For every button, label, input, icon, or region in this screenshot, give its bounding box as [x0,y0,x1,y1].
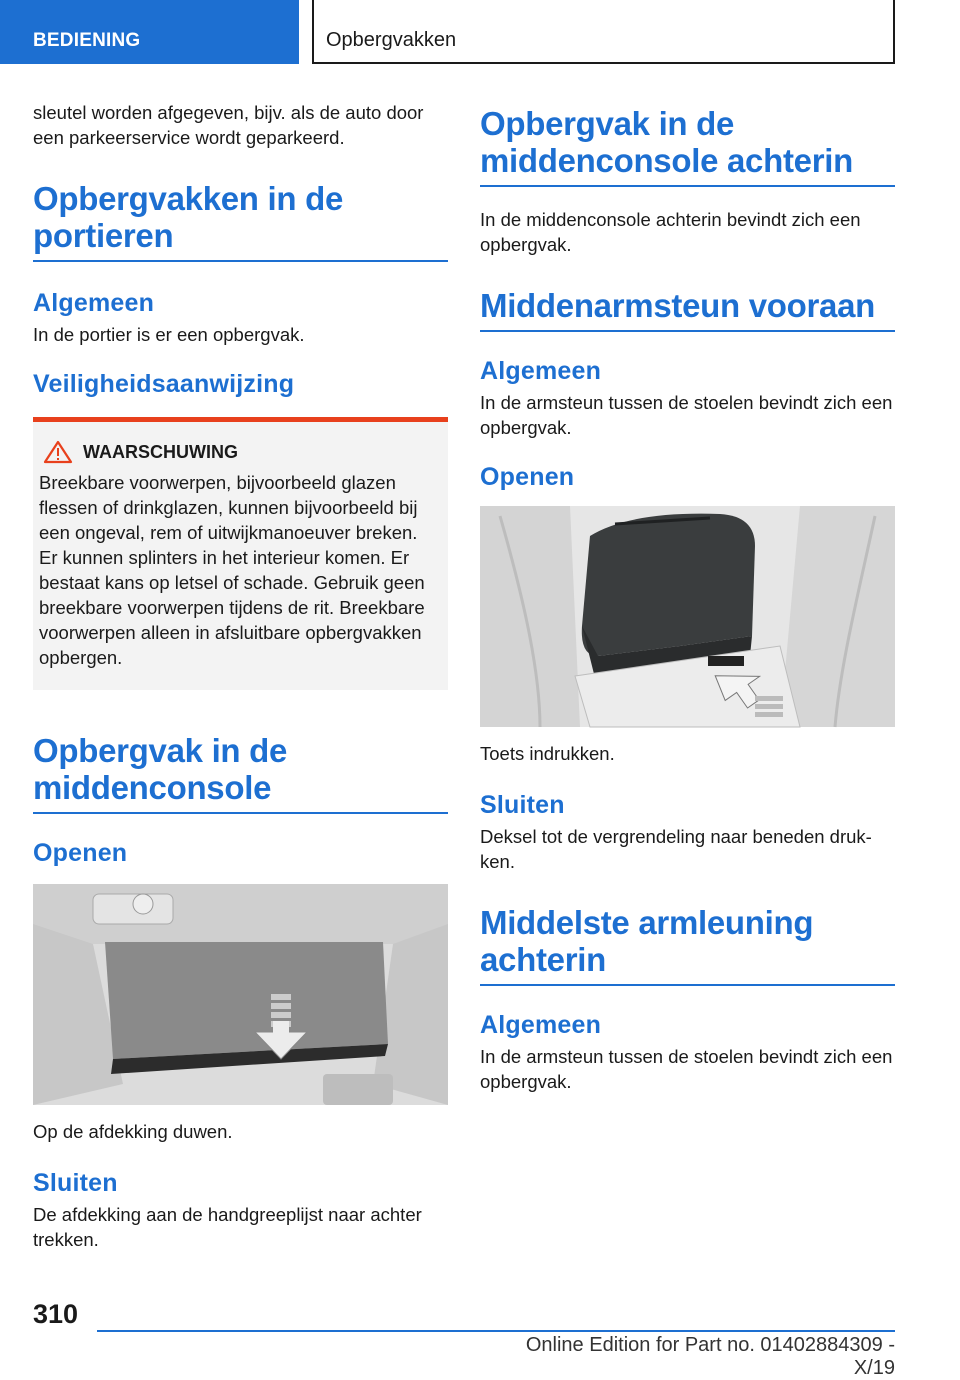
doors-general-heading: Algemeen [33,289,155,317]
doors-section-title: Opbergvakken in de portieren [33,180,448,262]
rear-armrest-title: Middelste armleuning achterin [480,904,895,986]
footer-divider [97,1330,895,1332]
armrest-open-caption: Toets indrukken. [480,743,615,764]
console-close-text: De afdekking aan de handgreeplijst naar achter trekken. [33,1204,422,1250]
console-close-heading: Sluiten [33,1169,118,1197]
warning-text: Breekbare voorwerpen, bijvoorbeeld glazen flessen of drinkglazen, kunnen bijvoorbeeld bij een ongeval, rem of uitwijkmanoeuver breken. Er kunnen splinters in het interieur komen. Er bestaat kans op letsel of schade. Gebruik geen breekbare voorwerpen tijdens de rit. Breekbare voorwerpen alleen in afsluitbare opbergvakken opbergen. [39,472,425,668]
armrest-close-heading: Sluiten [480,791,565,819]
warning-header [39,440,440,464]
armrest-front-title: Middenarmsteun vooraan [480,287,895,332]
console-open-caption: Op de afdekking duwen. [33,1121,233,1142]
header-chapter-title: Opbergvakken [312,0,895,64]
console-open-illustration [33,884,448,1105]
right-column [480,100,895,1094]
header-section-tab: BEDIENING [0,0,299,64]
warning-box [33,417,448,690]
safety-heading: Veiligheidsaanwijzing [33,370,295,398]
footer-edition: Online Edition for Part no. 01402884309 - X/19 [525,1334,895,1379]
page-number: 310 [33,1299,79,1329]
rear-console-title: Opbergvak in de middenconsole achterin [480,105,895,187]
armrest-general-heading: Algemeen [480,357,602,385]
doors-general-text: In de portier is er een opbergvak. [33,324,305,345]
rear-console-text: In de middenconsole achterin bevindt zich een opbergvak. [480,209,861,255]
rear-armrest-general-text: In de armsteun tussen de stoelen bevindt zich een opbergvak. [480,1046,893,1092]
warning-triangle-icon [43,440,73,464]
console-open-heading: Openen [33,839,128,867]
armrest-general-text: In de armsteun tussen de stoelen bevindt zich een opbergvak. [480,392,893,438]
armrest-open-illustration [480,506,895,727]
warning-label: WAARSCHUWING [83,441,238,462]
armrest-close-text: Deksel tot de vergrendeling naar beneden druk-ken. [480,826,872,872]
intro-paragraph: sleutel worden afgegeven, bijv. als de auto door een parkeerservice wordt geparkeerd. [33,102,424,148]
console-section-title: Opbergvak in de middenconsole [33,732,448,814]
rear-armrest-general-heading: Algemeen [480,1011,602,1039]
armrest-open-heading: Openen [480,463,575,491]
left-column [33,100,448,1252]
